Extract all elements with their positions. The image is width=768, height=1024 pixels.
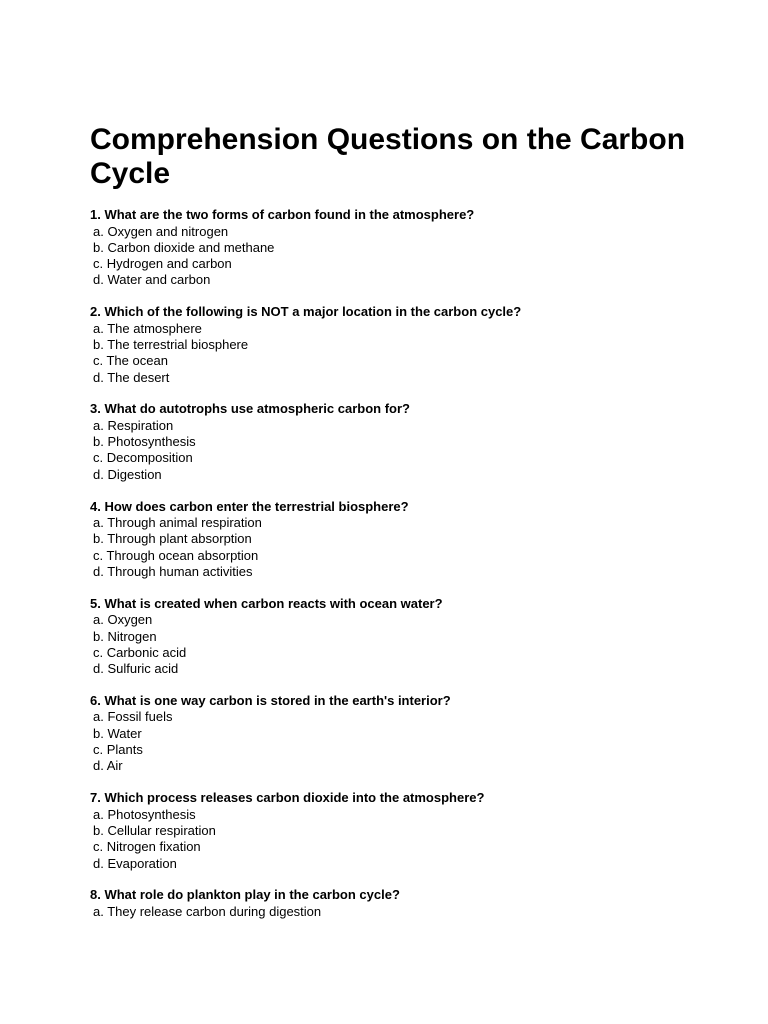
question-text: 5. What is created when carbon reacts with ocean water? xyxy=(90,595,443,611)
question-5 xyxy=(90,596,710,678)
answer-option: b. Photosynthesis xyxy=(93,434,196,450)
question-2 xyxy=(90,304,710,386)
answer-option: d. Water and carbon xyxy=(93,272,211,288)
answer-option: a. Fossil fuels xyxy=(93,709,173,725)
answer-option: d. Sulfuric acid xyxy=(93,661,179,677)
answer-option: a. Photosynthesis xyxy=(93,806,196,822)
question-text: 6. What is one way carbon is stored in the earth's interior? xyxy=(90,692,451,708)
document-page xyxy=(90,123,710,936)
answer-option: c. Carbonic acid xyxy=(93,644,187,660)
answer-option: d. Evaporation xyxy=(93,855,177,871)
question-text: 8. What role do plankton play in the carbon cycle? xyxy=(90,887,400,903)
answer-option: a. Respiration xyxy=(93,417,174,433)
answer-option: a. Oxygen xyxy=(93,612,153,628)
question-text: 4. How does carbon enter the terrestrial biosphere? xyxy=(90,498,409,514)
answer-option: c. Nitrogen fixation xyxy=(93,839,201,855)
answer-option: c. Hydrogen and carbon xyxy=(93,256,232,272)
question-1 xyxy=(90,207,710,289)
answer-option: a. The atmosphere xyxy=(93,320,202,336)
answer-option: c. Plants xyxy=(93,742,143,758)
answer-option: a. Oxygen and nitrogen xyxy=(93,223,229,239)
answer-option: d. Digestion xyxy=(93,466,162,482)
question-4 xyxy=(90,499,710,581)
question-3 xyxy=(90,401,710,483)
question-7 xyxy=(90,790,710,872)
answer-option: b. Nitrogen xyxy=(93,628,157,644)
answer-option: d. Air xyxy=(93,758,123,774)
question-6 xyxy=(90,693,710,775)
document-title: Comprehension Questions on the Carbon Cycle xyxy=(90,123,686,190)
answer-option: a. They release carbon during digestion xyxy=(93,903,322,919)
question-text: 2. Which of the following is NOT a major location in the carbon cycle? xyxy=(90,304,522,320)
answer-option: b. Through plant absorption xyxy=(93,531,252,547)
answer-option: a. Through animal respiration xyxy=(93,515,262,531)
answer-option: b. Cellular respiration xyxy=(93,822,216,838)
answer-option: c. Decomposition xyxy=(93,450,193,466)
answer-option: b. Carbon dioxide and methane xyxy=(93,239,275,255)
answer-option: b. The terrestrial biosphere xyxy=(93,336,249,352)
question-8 xyxy=(90,887,710,920)
question-text: 3. What do autotrophs use atmospheric carbon for? xyxy=(90,401,410,417)
answer-option: b. Water xyxy=(93,725,142,741)
answer-option: c. The ocean xyxy=(93,353,168,369)
answer-option: c. Through ocean absorption xyxy=(93,547,259,563)
question-text: 7. Which process releases carbon dioxide into the atmosphere? xyxy=(90,790,485,806)
answer-option: d. The desert xyxy=(93,369,170,385)
question-text: 1. What are the two forms of carbon found in the atmosphere? xyxy=(90,207,475,222)
answer-option: d. Through human activities xyxy=(93,563,253,579)
